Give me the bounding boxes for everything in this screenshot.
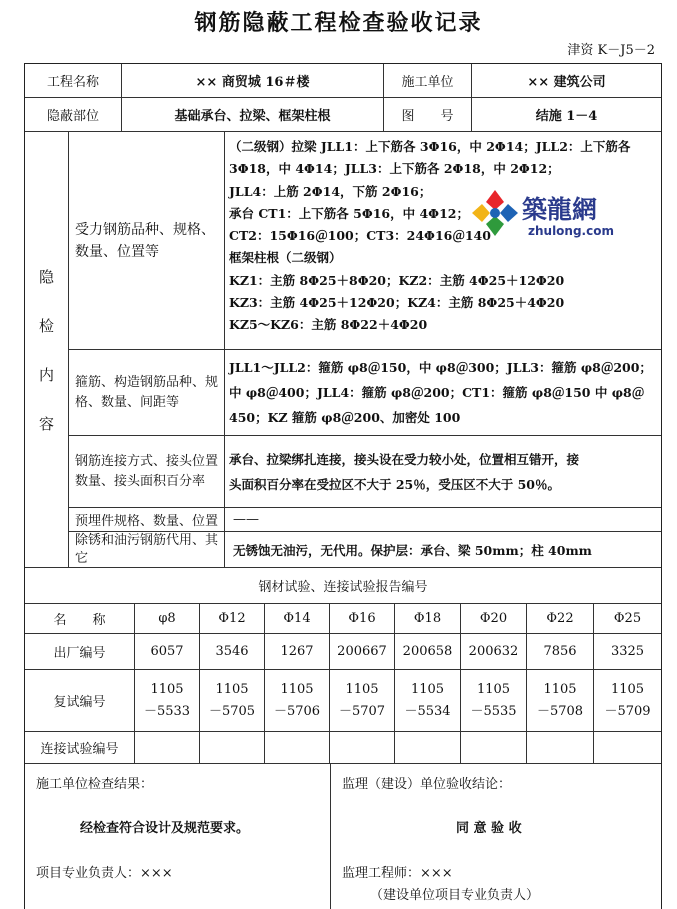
retest-number: 1105 －5706 [265, 670, 330, 732]
drawing-value: 结施 1－4 [472, 98, 661, 132]
form-code: 津资 K－J5－2 [567, 43, 655, 58]
concealed-part-label: 隐蔽部位 [25, 98, 122, 132]
size-col-18: Φ18 [395, 604, 461, 634]
size-col-phi8: φ8 [135, 604, 200, 634]
embedded-parts-label: 预埋件规格、数量、位置 [69, 508, 225, 532]
contractor-result-heading: 施工单位检查结果： [36, 777, 154, 792]
size-col-16: Φ16 [330, 604, 395, 634]
supervisor-result: 同 意 验 收 [456, 821, 522, 836]
connection-test-cell [265, 732, 330, 764]
watermark-name-en: zhulong.com [528, 224, 614, 238]
main-rebar-label: 受力钢筋品种、规格、数量、位置等 [69, 132, 225, 350]
conclusion-divider [330, 764, 331, 909]
page-title: 钢筋隐蔽工程检查验收记录 [194, 10, 483, 36]
name-label: 名 称 [25, 604, 135, 634]
size-col-12: Φ12 [200, 604, 265, 634]
retest-label: 复试编号 [25, 670, 135, 732]
test-report-heading: 钢材试验、连接试验报告编号 [25, 568, 661, 604]
retest-number: 1105 －5707 [330, 670, 395, 732]
contractor-value: ×× 建筑公司 [472, 64, 661, 98]
main-rebar-content: （二级钢）拉梁 JLL1：上下筋各 3Φ16，中 2Φ14；JLL2：上下筋各 3Φ18，中 4Φ14；JLL3：上下筋各 2Φ18，中 2Φ12； JLL4：上筋 2Φ14，下筋 2Φ16； 承台 CT1：上下筋各 5Φ16，中 4Φ12； CT2：15Φ16＠100；CT3：24Φ16＠140 框架柱根（二级钢） KZ1：主筋 8Φ25＋8Φ20；KZ2：主筋 4Φ25＋12Φ20 KZ3：主筋 4Φ25＋12Φ20；KZ4：主筋 8Φ25＋4Φ20 KZ5～KZ6：主筋 8Φ22＋4Φ20 [225, 132, 661, 350]
contractor-label: 施工单位 [384, 64, 472, 98]
project-name-label: 工程名称 [25, 64, 122, 98]
concealed-part-value: 基础承台、拉梁、框架柱根 [122, 98, 384, 132]
connection-method-label: 钢筋连接方式、接头位置数量、接头面积百分率 [69, 436, 225, 508]
retest-number: 1105 －5705 [200, 670, 265, 732]
contractor-signature: 项目专业负责人：××× [36, 866, 173, 881]
size-col-20: Φ20 [461, 604, 527, 634]
connection-method-content: 承台、拉梁绑扎连接，接头设在受力较小处，位置相互错开，接 头面积百分率在受拉区不大于 25％，受压区不大于 50％。 [225, 436, 661, 508]
contractor-result: 经检查符合设计及规范要求。 [80, 821, 250, 836]
connection-test-cell [330, 732, 395, 764]
factory-number: 7856 [527, 634, 594, 670]
connection-test-cell [594, 732, 661, 764]
connection-test-cell [527, 732, 594, 764]
connection-test-cell [395, 732, 461, 764]
zhulong-logo-icon [470, 188, 520, 238]
retest-number: 1105 －5533 [135, 670, 200, 732]
connection-test-cell [461, 732, 527, 764]
retest-number: 1105 －5534 [395, 670, 461, 732]
factory-number: 1267 [265, 634, 330, 670]
retest-number: 1105 －5709 [594, 670, 661, 732]
stirrup-label: 箍筋、构造钢筋品种、规格、数量、间距等 [69, 350, 225, 436]
project-name-value: ×× 商贸城 16＃楼 [122, 64, 384, 98]
embedded-parts-content: —— [225, 508, 661, 532]
retest-number: 1105 －5535 [461, 670, 527, 732]
rust-content: 无锈蚀无油污，无代用。保护层：承台、梁 50mm；柱 40mm [225, 532, 661, 568]
connection-test-cell [200, 732, 265, 764]
watermark-name-cn: 築龍網 [522, 195, 598, 224]
size-col-22: Φ22 [527, 604, 594, 634]
supervisor-result-heading: 监理（建设）单位验收结论： [342, 777, 512, 792]
factory-number: 6057 [135, 634, 200, 670]
connection-test-cell [135, 732, 200, 764]
inspection-section-label: 隐 检 内 容 [25, 132, 69, 568]
connection-test-label: 连接试验编号 [25, 732, 135, 764]
rust-label: 除锈和油污钢筋代用、其它 [69, 532, 225, 568]
factory-number: 200658 [395, 634, 461, 670]
zhulong-watermark-logo [470, 186, 650, 242]
supervisor-signature-note: （建设单位项目专业负责人） [370, 888, 540, 903]
size-col-14: Φ14 [265, 604, 330, 634]
drawing-label: 图 号 [384, 98, 472, 132]
factory-number: 3325 [594, 634, 661, 670]
size-col-25: Φ25 [594, 604, 661, 634]
supervisor-signature: 监理工程师：××× [342, 866, 453, 881]
factory-number: 200667 [330, 634, 395, 670]
stirrup-content: JLL1～JLL2：箍筋 φ8＠150，中 φ8＠300；JLL3：箍筋 φ8＠200； 中 φ8＠400；JLL4：箍筋 φ8＠200；CT1：箍筋 φ8＠150 中 φ8＠ 450；KZ 箍筋 φ8＠200、加密处 100 [225, 350, 661, 436]
factory-number: 3546 [200, 634, 265, 670]
retest-number: 1105 －5708 [527, 670, 594, 732]
factory-label: 出厂编号 [25, 634, 135, 670]
factory-number: 200632 [461, 634, 527, 670]
